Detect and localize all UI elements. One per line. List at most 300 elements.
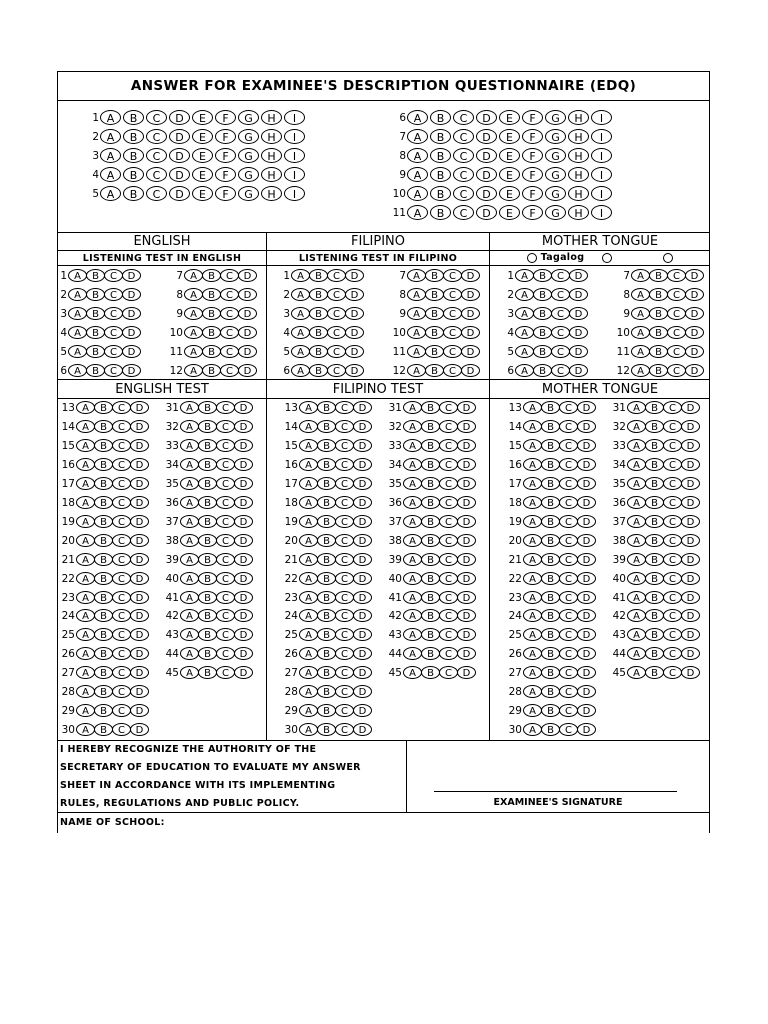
answer-bubble-a[interactable]: A	[403, 401, 422, 414]
answer-bubble-b[interactable]: B	[198, 439, 217, 452]
answer-bubble-b[interactable]: B	[421, 553, 440, 566]
answer-bubble-a[interactable]: A	[299, 401, 318, 414]
answer-bubble-b[interactable]: B	[421, 496, 440, 509]
answer-bubble-a[interactable]: A	[299, 647, 318, 660]
answer-bubble-a[interactable]: A	[403, 553, 422, 566]
answer-bubble-b[interactable]: B	[309, 326, 328, 339]
answer-bubble-c[interactable]: C	[220, 307, 239, 320]
answer-bubble-a[interactable]: A	[523, 647, 542, 660]
answer-bubble-b[interactable]: B	[541, 534, 560, 547]
answer-bubble-b[interactable]: B	[541, 666, 560, 679]
answer-bubble-d[interactable]: D	[461, 345, 480, 358]
answer-bubble-b[interactable]: B	[94, 685, 113, 698]
answer-bubble-c[interactable]: C	[104, 269, 123, 282]
answer-bubble-c[interactable]: C	[439, 515, 458, 528]
answer-bubble-e[interactable]: E	[192, 167, 213, 182]
answer-bubble-b[interactable]: B	[198, 553, 217, 566]
answer-bubble-g[interactable]: G	[545, 205, 566, 220]
answer-bubble-d[interactable]: D	[681, 572, 700, 585]
answer-bubble-d[interactable]: D	[169, 129, 190, 144]
answer-bubble-d[interactable]: D	[457, 458, 476, 471]
answer-bubble-d[interactable]: D	[130, 685, 149, 698]
answer-bubble-b[interactable]: B	[198, 515, 217, 528]
answer-bubble-b[interactable]: B	[425, 364, 444, 377]
answer-bubble-a[interactable]: A	[523, 685, 542, 698]
answer-bubble-c[interactable]: C	[559, 477, 578, 490]
answer-bubble-a[interactable]: A	[523, 496, 542, 509]
answer-bubble-a[interactable]: A	[180, 572, 199, 585]
answer-bubble-a[interactable]: A	[403, 647, 422, 660]
answer-bubble-c[interactable]: C	[559, 458, 578, 471]
answer-bubble-b[interactable]: B	[421, 401, 440, 414]
answer-bubble-b[interactable]: B	[421, 420, 440, 433]
answer-bubble-c[interactable]: C	[551, 345, 570, 358]
answer-bubble-d[interactable]: D	[130, 628, 149, 641]
answer-bubble-b[interactable]: B	[430, 148, 451, 163]
answer-bubble-c[interactable]: C	[559, 420, 578, 433]
answer-bubble-a[interactable]: A	[627, 609, 646, 622]
answer-bubble-c[interactable]: C	[104, 345, 123, 358]
answer-bubble-c[interactable]: C	[112, 723, 131, 736]
answer-bubble-d[interactable]: D	[457, 572, 476, 585]
answer-bubble-a[interactable]: A	[299, 723, 318, 736]
answer-bubble-a[interactable]: A	[631, 326, 650, 339]
answer-bubble-a[interactable]: A	[407, 307, 426, 320]
answer-bubble-a[interactable]: A	[631, 345, 650, 358]
answer-bubble-c[interactable]: C	[112, 685, 131, 698]
answer-bubble-b[interactable]: B	[645, 477, 664, 490]
answer-bubble-d[interactable]: D	[476, 186, 497, 201]
answer-bubble-c[interactable]: C	[335, 515, 354, 528]
answer-bubble-a[interactable]: A	[299, 515, 318, 528]
answer-bubble-b[interactable]: B	[94, 666, 113, 679]
answer-bubble-d[interactable]: D	[130, 704, 149, 717]
answer-bubble-a[interactable]: A	[515, 288, 534, 301]
answer-bubble-c[interactable]: C	[216, 666, 235, 679]
answer-bubble-e[interactable]: E	[499, 129, 520, 144]
answer-bubble-b[interactable]: B	[94, 534, 113, 547]
answer-bubble-d[interactable]: D	[569, 326, 588, 339]
answer-bubble-d[interactable]: D	[457, 477, 476, 490]
answer-bubble-c[interactable]: C	[216, 420, 235, 433]
answer-bubble-b[interactable]: B	[198, 628, 217, 641]
answer-bubble-d[interactable]: D	[461, 288, 480, 301]
answer-bubble-d[interactable]: D	[353, 609, 372, 622]
answer-bubble-a[interactable]: A	[627, 420, 646, 433]
answer-bubble-c[interactable]: C	[220, 326, 239, 339]
answer-bubble-d[interactable]: D	[681, 477, 700, 490]
answer-bubble-a[interactable]: A	[180, 591, 199, 604]
answer-bubble-d[interactable]: D	[130, 723, 149, 736]
answer-bubble-b[interactable]: B	[123, 167, 144, 182]
answer-bubble-b[interactable]: B	[645, 420, 664, 433]
answer-bubble-d[interactable]: D	[130, 666, 149, 679]
answer-bubble-c[interactable]: C	[104, 307, 123, 320]
answer-bubble-d[interactable]: D	[169, 110, 190, 125]
answer-bubble-c[interactable]: C	[559, 534, 578, 547]
answer-bubble-d[interactable]: D	[353, 591, 372, 604]
answer-bubble-a[interactable]: A	[403, 496, 422, 509]
answer-bubble-b[interactable]: B	[541, 496, 560, 509]
answer-bubble-a[interactable]: A	[299, 553, 318, 566]
answer-bubble-c[interactable]: C	[439, 496, 458, 509]
answer-bubble-b[interactable]: B	[645, 534, 664, 547]
answer-bubble-c[interactable]: C	[104, 364, 123, 377]
answer-bubble-c[interactable]: C	[443, 269, 462, 282]
answer-bubble-a[interactable]: A	[407, 364, 426, 377]
answer-bubble-a[interactable]: A	[407, 129, 428, 144]
answer-bubble-b[interactable]: B	[533, 288, 552, 301]
answer-bubble-d[interactable]: D	[577, 572, 596, 585]
answer-bubble-b[interactable]: B	[421, 439, 440, 452]
answer-bubble-a[interactable]: A	[76, 647, 95, 660]
answer-bubble-c[interactable]: C	[663, 553, 682, 566]
answer-bubble-d[interactable]: D	[461, 307, 480, 320]
answer-bubble-b[interactable]: B	[198, 458, 217, 471]
answer-bubble-b[interactable]: B	[94, 704, 113, 717]
answer-bubble-c[interactable]: C	[216, 553, 235, 566]
answer-bubble-a[interactable]: A	[515, 269, 534, 282]
answer-bubble-c[interactable]: C	[559, 515, 578, 528]
answer-bubble-d[interactable]: D	[130, 496, 149, 509]
answer-bubble-a[interactable]: A	[68, 288, 87, 301]
answer-bubble-b[interactable]: B	[317, 572, 336, 585]
answer-bubble-a[interactable]: A	[76, 401, 95, 414]
answer-bubble-b[interactable]: B	[430, 186, 451, 201]
answer-bubble-d[interactable]: D	[685, 288, 704, 301]
answer-bubble-a[interactable]: A	[403, 666, 422, 679]
answer-bubble-b[interactable]: B	[94, 496, 113, 509]
answer-bubble-b[interactable]: B	[541, 572, 560, 585]
answer-bubble-b[interactable]: B	[317, 704, 336, 717]
answer-bubble-a[interactable]: A	[68, 364, 87, 377]
answer-bubble-a[interactable]: A	[627, 591, 646, 604]
answer-bubble-b[interactable]: B	[425, 326, 444, 339]
answer-bubble-h[interactable]: H	[261, 110, 282, 125]
answer-bubble-d[interactable]: D	[238, 288, 257, 301]
answer-bubble-c[interactable]: C	[335, 534, 354, 547]
answer-bubble-d[interactable]: D	[234, 647, 253, 660]
answer-bubble-d[interactable]: D	[681, 458, 700, 471]
answer-bubble-c[interactable]: C	[327, 307, 346, 320]
answer-bubble-a[interactable]: A	[299, 420, 318, 433]
answer-bubble-d[interactable]: D	[577, 553, 596, 566]
answer-bubble-a[interactable]: A	[523, 439, 542, 452]
answer-bubble-c[interactable]: C	[112, 534, 131, 547]
answer-bubble-c[interactable]: C	[439, 609, 458, 622]
answer-bubble-a[interactable]: A	[523, 609, 542, 622]
answer-bubble-d[interactable]: D	[457, 553, 476, 566]
answer-bubble-c[interactable]: C	[663, 534, 682, 547]
answer-bubble-c[interactable]: C	[327, 326, 346, 339]
answer-bubble-b[interactable]: B	[649, 326, 668, 339]
answer-bubble-i[interactable]: I	[591, 148, 612, 163]
answer-bubble-c[interactable]: C	[667, 269, 686, 282]
answer-bubble-d[interactable]: D	[569, 364, 588, 377]
answer-bubble-c[interactable]: C	[439, 458, 458, 471]
answer-bubble-a[interactable]: A	[299, 666, 318, 679]
answer-bubble-b[interactable]: B	[202, 307, 221, 320]
answer-bubble-d[interactable]: D	[457, 420, 476, 433]
answer-bubble-a[interactable]: A	[180, 534, 199, 547]
answer-bubble-b[interactable]: B	[541, 553, 560, 566]
answer-bubble-f[interactable]: F	[215, 186, 236, 201]
answer-bubble-a[interactable]: A	[407, 186, 428, 201]
answer-bubble-b[interactable]: B	[541, 609, 560, 622]
answer-bubble-d[interactable]: D	[130, 572, 149, 585]
answer-bubble-a[interactable]: A	[299, 628, 318, 641]
answer-bubble-d[interactable]: D	[234, 439, 253, 452]
answer-bubble-b[interactable]: B	[533, 269, 552, 282]
answer-bubble-b[interactable]: B	[421, 666, 440, 679]
answer-bubble-d[interactable]: D	[122, 269, 141, 282]
answer-bubble-c[interactable]: C	[216, 647, 235, 660]
answer-bubble-d[interactable]: D	[461, 269, 480, 282]
answer-bubble-b[interactable]: B	[645, 401, 664, 414]
answer-bubble-d[interactable]: D	[238, 307, 257, 320]
answer-bubble-i[interactable]: I	[591, 205, 612, 220]
answer-bubble-b[interactable]: B	[202, 326, 221, 339]
answer-bubble-c[interactable]: C	[327, 345, 346, 358]
answer-bubble-a[interactable]: A	[180, 496, 199, 509]
answer-bubble-h[interactable]: H	[568, 129, 589, 144]
answer-bubble-a[interactable]: A	[180, 515, 199, 528]
answer-bubble-c[interactable]: C	[112, 439, 131, 452]
answer-bubble-d[interactable]: D	[685, 326, 704, 339]
answer-bubble-d[interactable]: D	[457, 591, 476, 604]
answer-bubble-f[interactable]: F	[522, 186, 543, 201]
answer-bubble-a[interactable]: A	[627, 553, 646, 566]
answer-bubble-d[interactable]: D	[685, 269, 704, 282]
answer-bubble-a[interactable]: A	[76, 553, 95, 566]
answer-bubble-b[interactable]: B	[317, 534, 336, 547]
answer-bubble-d[interactable]: D	[577, 723, 596, 736]
answer-bubble-b[interactable]: B	[317, 666, 336, 679]
answer-bubble-h[interactable]: H	[261, 186, 282, 201]
answer-bubble-a[interactable]: A	[631, 288, 650, 301]
answer-bubble-a[interactable]: A	[184, 288, 203, 301]
answer-bubble-a[interactable]: A	[403, 515, 422, 528]
answer-bubble-a[interactable]: A	[403, 439, 422, 452]
answer-bubble-c[interactable]: C	[112, 647, 131, 660]
answer-bubble-c[interactable]: C	[663, 439, 682, 452]
answer-bubble-b[interactable]: B	[645, 572, 664, 585]
answer-bubble-c[interactable]: C	[216, 609, 235, 622]
answer-bubble-c[interactable]: C	[216, 458, 235, 471]
answer-bubble-b[interactable]: B	[123, 110, 144, 125]
answer-bubble-b[interactable]: B	[421, 628, 440, 641]
answer-bubble-b[interactable]: B	[541, 628, 560, 641]
answer-bubble-h[interactable]: H	[261, 129, 282, 144]
answer-bubble-i[interactable]: I	[284, 129, 305, 144]
answer-bubble-c[interactable]: C	[443, 364, 462, 377]
answer-bubble-d[interactable]: D	[681, 609, 700, 622]
answer-bubble-d[interactable]: D	[577, 609, 596, 622]
answer-bubble-a[interactable]: A	[184, 307, 203, 320]
answer-bubble-d[interactable]: D	[681, 553, 700, 566]
answer-bubble-e[interactable]: E	[192, 110, 213, 125]
answer-bubble-b[interactable]: B	[94, 553, 113, 566]
answer-bubble-b[interactable]: B	[309, 307, 328, 320]
answer-bubble-a[interactable]: A	[627, 515, 646, 528]
answer-bubble-c[interactable]: C	[112, 458, 131, 471]
answer-bubble-a[interactable]: A	[100, 110, 121, 125]
answer-bubble-c[interactable]: C	[335, 496, 354, 509]
answer-bubble-c[interactable]: C	[220, 288, 239, 301]
answer-bubble-c[interactable]: C	[667, 345, 686, 358]
answer-bubble-a[interactable]: A	[403, 628, 422, 641]
answer-bubble-d[interactable]: D	[234, 496, 253, 509]
answer-bubble-a[interactable]: A	[68, 326, 87, 339]
answer-bubble-c[interactable]: C	[559, 666, 578, 679]
answer-bubble-d[interactable]: D	[169, 148, 190, 163]
answer-bubble-d[interactable]: D	[457, 647, 476, 660]
answer-bubble-c[interactable]: C	[439, 420, 458, 433]
answer-bubble-f[interactable]: F	[215, 110, 236, 125]
answer-bubble-d[interactable]: D	[577, 591, 596, 604]
answer-bubble-c[interactable]: C	[335, 439, 354, 452]
answer-bubble-d[interactable]: D	[476, 110, 497, 125]
answer-bubble-c[interactable]: C	[216, 401, 235, 414]
answer-bubble-d[interactable]: D	[685, 307, 704, 320]
answer-bubble-c[interactable]: C	[335, 704, 354, 717]
answer-bubble-c[interactable]: C	[559, 496, 578, 509]
answer-bubble-a[interactable]: A	[299, 685, 318, 698]
answer-bubble-c[interactable]: C	[559, 553, 578, 566]
answer-bubble-c[interactable]: C	[327, 364, 346, 377]
answer-bubble-b[interactable]: B	[309, 364, 328, 377]
answer-bubble-c[interactable]: C	[112, 591, 131, 604]
answer-bubble-e[interactable]: E	[499, 167, 520, 182]
answer-bubble-d[interactable]: D	[681, 591, 700, 604]
answer-bubble-b[interactable]: B	[421, 572, 440, 585]
answer-bubble-a[interactable]: A	[184, 326, 203, 339]
answer-bubble-b[interactable]: B	[123, 129, 144, 144]
answer-bubble-a[interactable]: A	[403, 534, 422, 547]
answer-bubble-d[interactable]: D	[577, 458, 596, 471]
answer-bubble-a[interactable]: A	[299, 439, 318, 452]
answer-bubble-d[interactable]: D	[353, 401, 372, 414]
answer-bubble-b[interactable]: B	[541, 685, 560, 698]
answer-bubble-b[interactable]: B	[309, 288, 328, 301]
answer-bubble-b[interactable]: B	[533, 307, 552, 320]
answer-bubble-a[interactable]: A	[76, 572, 95, 585]
answer-bubble-b[interactable]: B	[86, 307, 105, 320]
answer-bubble-c[interactable]: C	[439, 628, 458, 641]
answer-bubble-h[interactable]: H	[261, 167, 282, 182]
answer-bubble-c[interactable]: C	[146, 129, 167, 144]
answer-bubble-a[interactable]: A	[627, 439, 646, 452]
answer-bubble-a[interactable]: A	[76, 496, 95, 509]
answer-bubble-g[interactable]: G	[545, 110, 566, 125]
answer-bubble-d[interactable]: D	[169, 186, 190, 201]
answer-bubble-b[interactable]: B	[94, 515, 113, 528]
answer-bubble-b[interactable]: B	[541, 723, 560, 736]
answer-bubble-d[interactable]: D	[234, 628, 253, 641]
answer-bubble-e[interactable]: E	[192, 129, 213, 144]
answer-bubble-c[interactable]: C	[335, 401, 354, 414]
answer-bubble-e[interactable]: E	[192, 186, 213, 201]
answer-bubble-d[interactable]: D	[130, 553, 149, 566]
answer-bubble-d[interactable]: D	[577, 515, 596, 528]
answer-bubble-a[interactable]: A	[403, 572, 422, 585]
answer-bubble-c[interactable]: C	[663, 458, 682, 471]
answer-bubble-c[interactable]: C	[335, 553, 354, 566]
answer-bubble-g[interactable]: G	[545, 129, 566, 144]
answer-bubble-c[interactable]: C	[453, 186, 474, 201]
answer-bubble-d[interactable]: D	[130, 401, 149, 414]
answer-bubble-c[interactable]: C	[112, 496, 131, 509]
answer-bubble-d[interactable]: D	[577, 534, 596, 547]
answer-bubble-d[interactable]: D	[130, 609, 149, 622]
answer-bubble-b[interactable]: B	[123, 148, 144, 163]
answer-bubble-c[interactable]: C	[216, 439, 235, 452]
answer-bubble-c[interactable]: C	[453, 129, 474, 144]
answer-bubble-c[interactable]: C	[559, 704, 578, 717]
answer-bubble-d[interactable]: D	[457, 401, 476, 414]
answer-bubble-c[interactable]: C	[112, 628, 131, 641]
answer-bubble-b[interactable]: B	[645, 553, 664, 566]
answer-bubble-d[interactable]: D	[130, 647, 149, 660]
answer-bubble-c[interactable]: C	[112, 420, 131, 433]
answer-bubble-b[interactable]: B	[430, 110, 451, 125]
answer-bubble-a[interactable]: A	[523, 704, 542, 717]
answer-bubble-d[interactable]: D	[577, 685, 596, 698]
answer-bubble-b[interactable]: B	[421, 458, 440, 471]
answer-bubble-c[interactable]: C	[663, 647, 682, 660]
answer-bubble-d[interactable]: D	[238, 364, 257, 377]
answer-bubble-c[interactable]: C	[216, 477, 235, 490]
answer-bubble-a[interactable]: A	[523, 628, 542, 641]
answer-bubble-a[interactable]: A	[76, 723, 95, 736]
answer-bubble-c[interactable]: C	[667, 364, 686, 377]
answer-bubble-a[interactable]: A	[100, 167, 121, 182]
answer-bubble-a[interactable]: A	[100, 186, 121, 201]
answer-bubble-a[interactable]: A	[76, 515, 95, 528]
answer-bubble-b[interactable]: B	[317, 477, 336, 490]
answer-bubble-a[interactable]: A	[299, 534, 318, 547]
answer-bubble-d[interactable]: D	[457, 534, 476, 547]
answer-bubble-d[interactable]: D	[476, 148, 497, 163]
answer-bubble-d[interactable]: D	[681, 666, 700, 679]
answer-bubble-g[interactable]: G	[545, 186, 566, 201]
answer-bubble-c[interactable]: C	[443, 307, 462, 320]
answer-bubble-e[interactable]: E	[499, 205, 520, 220]
language-radio[interactable]	[602, 253, 612, 263]
answer-bubble-b[interactable]: B	[317, 496, 336, 509]
answer-bubble-a[interactable]: A	[299, 572, 318, 585]
answer-bubble-b[interactable]: B	[202, 269, 221, 282]
answer-bubble-a[interactable]: A	[627, 572, 646, 585]
answer-bubble-c[interactable]: C	[335, 647, 354, 660]
answer-bubble-d[interactable]: D	[353, 666, 372, 679]
answer-bubble-c[interactable]: C	[663, 477, 682, 490]
answer-bubble-a[interactable]: A	[76, 458, 95, 471]
answer-bubble-d[interactable]: D	[461, 326, 480, 339]
answer-bubble-c[interactable]: C	[439, 647, 458, 660]
answer-bubble-d[interactable]: D	[353, 685, 372, 698]
answer-bubble-c[interactable]: C	[112, 704, 131, 717]
answer-bubble-c[interactable]: C	[667, 326, 686, 339]
answer-bubble-c[interactable]: C	[112, 553, 131, 566]
answer-bubble-a[interactable]: A	[180, 420, 199, 433]
answer-bubble-c[interactable]: C	[559, 591, 578, 604]
answer-bubble-b[interactable]: B	[317, 458, 336, 471]
answer-bubble-c[interactable]: C	[112, 401, 131, 414]
answer-bubble-a[interactable]: A	[407, 110, 428, 125]
answer-bubble-b[interactable]: B	[198, 647, 217, 660]
answer-bubble-a[interactable]: A	[76, 534, 95, 547]
